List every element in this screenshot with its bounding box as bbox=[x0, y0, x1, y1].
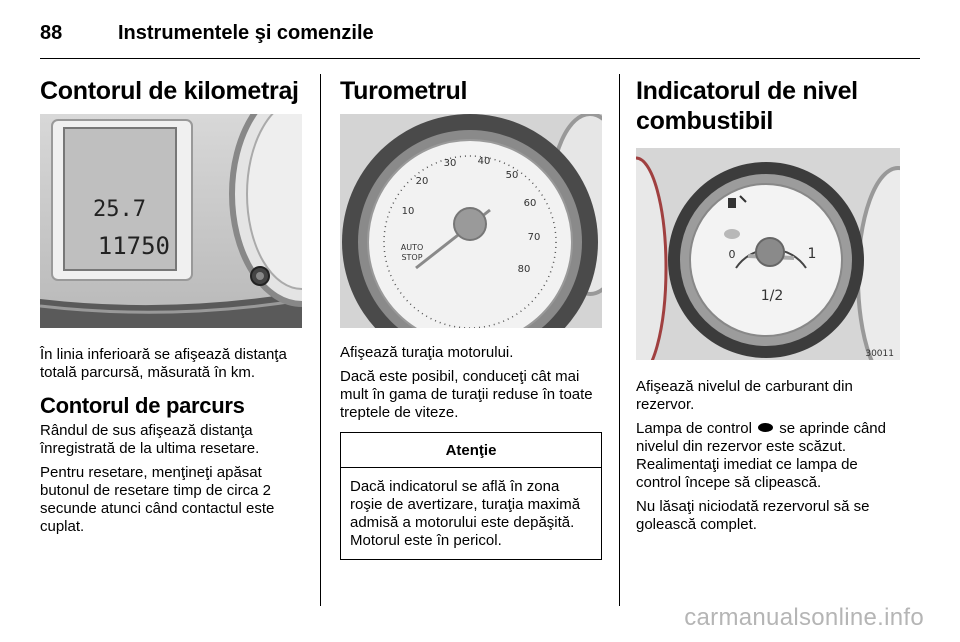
dial-label-20: 20 bbox=[415, 176, 429, 187]
tachometer-title: Turometrul bbox=[340, 77, 468, 105]
fuel-pump-icon bbox=[728, 198, 736, 208]
odometer-title: Contorul de kilometraj bbox=[40, 77, 299, 105]
fuel-para-2 bbox=[636, 420, 900, 492]
trip-para-1: Rândul de sus afişează distanţa înregistrată de la ultima resetare. bbox=[40, 422, 260, 457]
fuel-gauge-title: Indicatorul de nivel combustibil bbox=[636, 77, 858, 135]
dial-label-30: 30 bbox=[443, 158, 457, 169]
fuel-gauge-illustration bbox=[636, 148, 900, 360]
fuel-para-2-end: se aprinde când nivelul din rezervor este scăzut. Realimentaţi imediat ce lampa de control începe să clipească. bbox=[636, 420, 886, 491]
page-number: 88 bbox=[40, 22, 63, 44]
tachometer-photo bbox=[340, 114, 602, 328]
fuel-label-one: 1 bbox=[807, 246, 817, 262]
notice-title: Atenţie bbox=[341, 433, 601, 468]
page-header bbox=[40, 22, 920, 44]
dial-label-10: 10 bbox=[401, 206, 415, 217]
lcd-total-value: 11750 bbox=[97, 232, 170, 260]
column-odometer bbox=[40, 76, 302, 536]
dial-label-50: 50 bbox=[505, 170, 519, 181]
low-fuel-lamp bbox=[724, 229, 740, 239]
dial-label-60: 60 bbox=[523, 198, 537, 209]
fuel-para-2-start: Lampa de control bbox=[636, 420, 752, 437]
column-fuel-gauge bbox=[636, 76, 900, 534]
fuel-para-1: Afişează nivelul de carburant din rezervor. bbox=[636, 378, 853, 413]
tachometer-para-2: Dacă este posibil, conduceţi cât mai mult în gama de turaţii reduse în toate treptele de viteze. bbox=[340, 368, 593, 421]
column-tachometer bbox=[340, 76, 602, 560]
notice-body: Dacă indicatorul se află în zona roşie de avertizare, turaţia maximă admisă a motorului este depăşită. Motorul este în pericol. bbox=[350, 478, 581, 549]
trip-para-2: Pentru resetare, menţineţi apăsat butonul de resetare timp de circa 2 secunde atunci când contactul este cuplat. bbox=[40, 464, 275, 535]
fuel-label-zero: 0 bbox=[728, 248, 736, 261]
dial-label-40: 40 bbox=[477, 156, 491, 167]
odometer-photo bbox=[40, 114, 302, 328]
image-code: 30011 bbox=[865, 349, 894, 359]
tachometer-illustration bbox=[340, 114, 602, 328]
dial-auto-label: AUTO bbox=[400, 243, 424, 252]
fuel-warning-lamp-icon bbox=[758, 423, 773, 432]
dial-label-70: 70 bbox=[527, 232, 541, 243]
fuel-gauge-photo bbox=[636, 148, 900, 360]
odometer-para: În linia inferioară se afişează distanţa totală parcursă, măsurată în km. bbox=[40, 346, 287, 381]
column-divider-2 bbox=[619, 74, 620, 606]
tachometer-para-1: Afişează turaţia motorului. bbox=[340, 344, 514, 361]
trip-odometer-title: Contorul de parcurs bbox=[40, 393, 245, 418]
chapter-title: Instrumentele şi comenzile bbox=[118, 22, 374, 44]
header-rule bbox=[40, 58, 920, 59]
lcd-trip-value: 25.7 bbox=[93, 197, 146, 222]
column-divider-1 bbox=[320, 74, 321, 606]
fuel-label-half: 1/2 bbox=[760, 288, 784, 304]
fuel-para-3: Nu lăsaţi niciodată rezervorul să se golească complet. bbox=[636, 498, 870, 533]
dial-stop-label: STOP bbox=[401, 253, 423, 262]
fuel-needle-hub bbox=[756, 238, 784, 266]
needle-hub bbox=[454, 208, 486, 240]
odometer-illustration bbox=[40, 114, 302, 328]
watermark: carmanualsonline.info bbox=[684, 604, 924, 631]
attention-notice bbox=[340, 432, 602, 560]
dial-label-80: 80 bbox=[517, 264, 531, 275]
